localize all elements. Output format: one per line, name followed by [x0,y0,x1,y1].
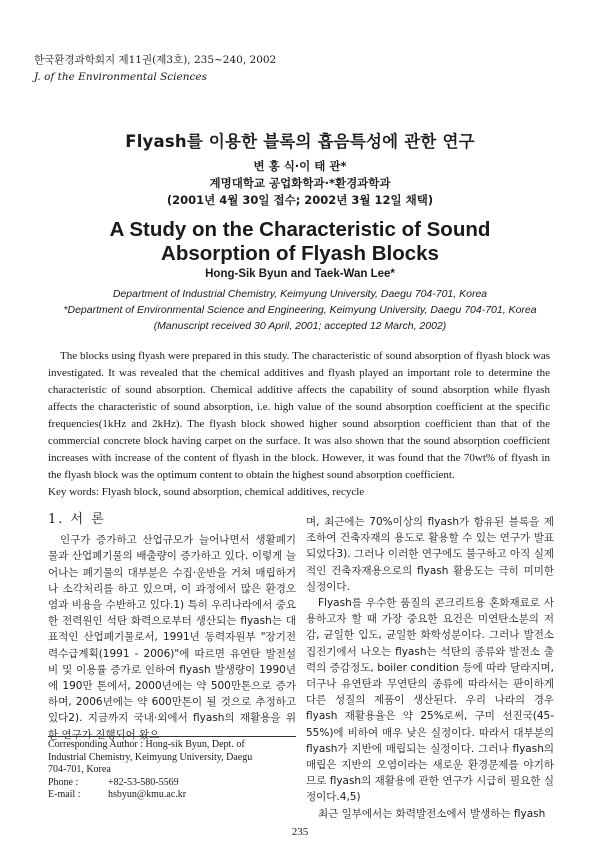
received-english: (Manuscript received 30 April, 2001; accepted 12 March, 2002) [153,320,447,332]
left-column [48,512,296,743]
email-value: hsbyun@kmu.ac.kr [108,789,187,800]
received-korean: (2001년 4월 30일 접수; 2002년 3월 12일 채택) [166,193,434,207]
phone-value: +82-53-580-5569 [108,776,179,788]
corresponding-author-footnote [48,736,296,802]
email-label: E-mail : [48,789,81,800]
phone-label: Phone : [48,776,79,788]
affiliation-english-1: Department of Industrial Chemistry, Keimyung University, Daegu 704-701, Korea [112,288,488,300]
body-paragraph: 최근 일부에서는 화력발전소에서 발생하는 flyash [318,807,546,820]
journal-header [34,52,276,86]
title-korean: Flyash를 이용한 블록의 흡음특성에 관한 연구 [125,132,475,151]
body-paragraph: Flyash를 우수한 품질의 콘크리트용 혼화재료로 사용하고자 할 때 가장 중요한 요건은 미연탄소분의 저감, 균일한 입도, 균일한 화학성분이다. 그러나 발전소 집진기에서 나오는 flyash는 석탄의 종류와 발전소 출력의 증감정도, boiler condition 등에 따라 달라지며, 더구나 유연탄과 무연탄의 종류에 따라서는 판이하게 다른 성질의 제품이 생산된다. 우리 나라의 경우 flyash 재활용율은 약 25%로써, 구미 선진국(45-55%)에 비하여 매우 낮은 실정이다. 따라서 대부분의 flyash가 지반에 매립되는 실정이다. 그러나 flyash의 매립은 지반의 오염이라는 새로운 환경문제를 야기하므로 flyash의 재활용에 관한 연구가 시급히 필요한 실정이다.4,5) [306,597,554,804]
journal-citation-ko: 한국환경과학회지 제11권(제3호), 235~240, 2002 [34,54,277,66]
abstract: The blocks using flyash were prepared in this study. The characteristic of sound absorption of flyash block was investigated. It was revealed that the chemical additives and flyash played an important role to determine the characteristic of sound absorption. Chemical additive affects the capability of sound absorption while flyash affects the characteristic of sound absorption, i.e. high value of the sound absorption coefficient at the specific frequencies(1kHz and 2kHz). The flyash block showed higher sound absorption coefficient than that of the commercial concrete block having carpet on the surface. It was also shown that the sound absorption coefficient increases with increase of the content of flyash in the block. However, it was found that the 70wt% of flyash in the flyash block was the optimum content to obtain the highest sound absorption coefficient. [48,350,550,481]
section-heading-introduction: 1. 서 론 [48,512,106,527]
english-affiliation-block [0,286,600,334]
authors-korean: 변 홍 식·이 태 관* [253,159,347,173]
body-paragraph: 인구가 증가하고 산업규모가 늘어나면서 생활폐기물과 산업폐기물의 배출량이 증가하고 있다. 이렇게 늘어나는 폐기물의 대부분은 수집·운반을 거쳐 매립하거나 소각처리를 하고 있으며, 이 과정에서 많은 환경오염과 비용을 수반하고 있다.1) 특히 우리나라에서 중요한 전력원인 석탄 화력으로부터 생산되는 flyash는 대표적인 산업폐기물로서, 1991년 동력자원부 "장기전력수급계획(1991 - 2006)"에 따르면 유연탄 발전설비 및 이용률 증가로 인하여 flyash 발생량이 1990년에 190만 톤에서, 2000년에는 약 500만톤으로 증가하며, 2006년에는 약 600만톤이 될 것으로 추정하고 있다2). 지금까지 국내·외에서 flyash의 재활용을 위한 연구가 진행되어 왔으 [48,534,296,741]
title-english-line1: A Study on the Characteristic of Sound [109,218,491,241]
footnote-phone-row [48,777,296,790]
keywords: Key words: Flyash block, sound absorption, chemical additives, recycle [48,486,365,498]
authors-english: Hong-Sik Byun and Taek-Wan Lee* [205,268,395,280]
footnote-email-row [48,789,296,802]
title-english-line2: Absorption of Flyash Blocks [161,242,439,265]
right-column [306,514,554,822]
affiliation-korean: 계명대학교 공업화학과·*환경과학과 [209,176,391,190]
footnote-postal-line: 704-701, Korea [48,764,111,775]
body-paragraph: 며, 최근에는 70%이상의 flyash가 함유된 블록을 제조하여 건축자재의 용도로 활용할 수 있는 연구가 발표되었다3). 그러나 이러한 연구에도 불구하고 아직 실제적인 건축자재용으로의 flyash 활용도는 극히 미미한 실정이다. [306,516,554,593]
page-number: 235 [291,826,309,838]
footnote-author-line: Corresponding Author : Hong-sik Byun, Dept. of [48,739,245,750]
title-english [0,218,600,266]
footnote-dept-line: Industrial Chemistry, Keimyung University, Daegu [48,751,253,763]
affiliation-english-2: *Department of Environmental Science and Engineering, Keimyung University, Daegu 704-701, Korea [63,304,537,316]
journal-name-en: J. of the Environmental Sciences [34,71,207,83]
korean-author-block [0,158,600,209]
